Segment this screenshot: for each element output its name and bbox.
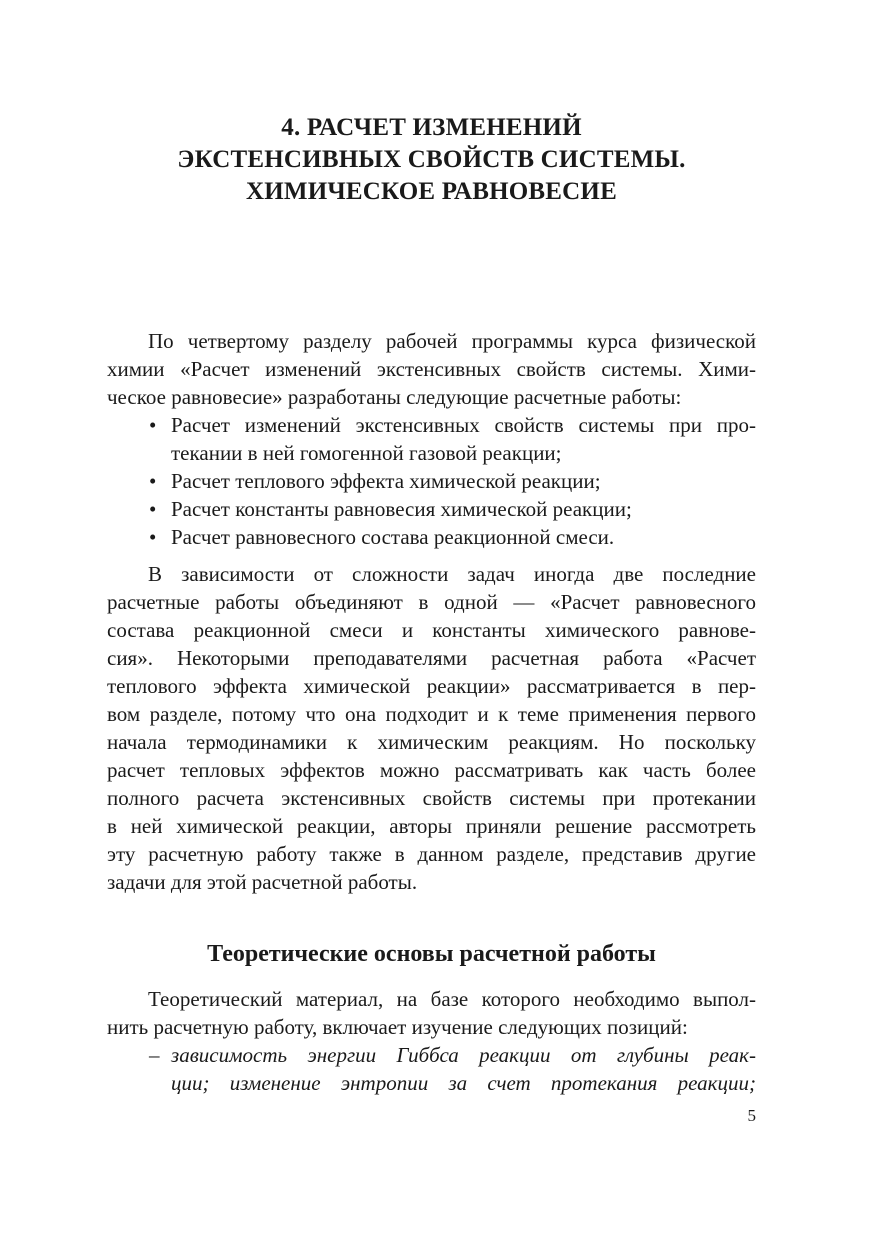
text-line: зависимость энергии Гиббса реакции от глубины реак- bbox=[171, 1043, 756, 1067]
list-item bbox=[107, 467, 756, 495]
chapter-title-line: ХИМИЧЕСКОЕ РАВНОВЕСИЕ bbox=[246, 178, 617, 205]
text-line: Расчет теплового эффекта химической реакции; bbox=[171, 469, 601, 493]
bullet-icon: • bbox=[149, 525, 157, 549]
text-line: Расчет равновесного состава реакционной смеси. bbox=[171, 525, 615, 549]
paragraph-theory bbox=[107, 985, 756, 1041]
text-line: расчет тепловых эффектов можно рассматривать как часть более bbox=[107, 758, 756, 782]
text-line: Теоретический материал, на базе которого необходимо выпол- bbox=[148, 987, 756, 1011]
text-line: задачи для этой расчетной работы. bbox=[107, 870, 418, 894]
topics-list bbox=[107, 1041, 756, 1097]
text-line: Расчет константы равновесия химической реакции; bbox=[171, 497, 632, 521]
text-line: начала термодинамики к химическим реакциям. Но поскольку bbox=[107, 730, 756, 754]
text-line: химии «Расчет изменений экстенсивных свойств системы. Хими- bbox=[107, 357, 756, 381]
text-line: эту расчетную работу также в данном разделе, представив другие bbox=[107, 842, 756, 866]
list-item bbox=[107, 523, 756, 551]
page-number: 5 bbox=[747, 1106, 756, 1125]
list-item bbox=[107, 411, 756, 467]
bullet-icon: • bbox=[149, 413, 157, 437]
text-line: В зависимости от сложности задач иногда две последние bbox=[148, 562, 756, 586]
text-line: текании в ней гомогенной газовой реакции; bbox=[171, 441, 562, 465]
list-item bbox=[107, 1041, 756, 1097]
text-line: состава реакционной смеси и константы химического равнове- bbox=[107, 618, 756, 642]
text-line: теплового эффекта химической реакции» рассматривается в пер- bbox=[107, 674, 756, 698]
dash-icon: – bbox=[149, 1043, 160, 1067]
intro-paragraph bbox=[107, 327, 756, 411]
chapter-title bbox=[100, 112, 763, 208]
text-line: расчетные работы объединяют в одной — «Расчет равновесного bbox=[107, 590, 756, 614]
section-heading: Теоретические основы расчетной работы bbox=[207, 941, 656, 967]
text-line: вом разделе, потому что она подходит и к теме применения первого bbox=[107, 702, 756, 726]
text-line: в ней химической реакции, авторы приняли решение рассмотреть bbox=[107, 814, 756, 838]
list-item bbox=[107, 495, 756, 523]
text-line: нить расчетную работу, включает изучение следующих позиций: bbox=[107, 1015, 688, 1039]
text-line: Расчет изменений экстенсивных свойств системы при про- bbox=[171, 413, 756, 437]
bullet-icon: • bbox=[149, 469, 157, 493]
text-line: ции; изменение энтропии за счет протекания реакции; bbox=[171, 1071, 756, 1095]
text-line: полного расчета экстенсивных свойств системы при протекании bbox=[107, 786, 756, 810]
bullet-icon: • bbox=[149, 497, 157, 521]
work-list bbox=[107, 411, 756, 551]
chapter-title-line: ЭКСТЕНСИВНЫХ СВОЙСТВ СИСТЕМЫ. bbox=[177, 146, 686, 173]
text-line: По четвертому разделу рабочей программы курса физической bbox=[148, 329, 756, 353]
text-line: сия». Некоторыми преподавателями расчетная работа «Расчет bbox=[107, 646, 756, 670]
paragraph-dependence bbox=[107, 560, 756, 896]
chapter-title-line: 4. РАСЧЕТ ИЗМЕНЕНИЙ bbox=[281, 114, 582, 141]
text-line: ческое равновесие» разработаны следующие расчетные работы: bbox=[107, 385, 682, 409]
